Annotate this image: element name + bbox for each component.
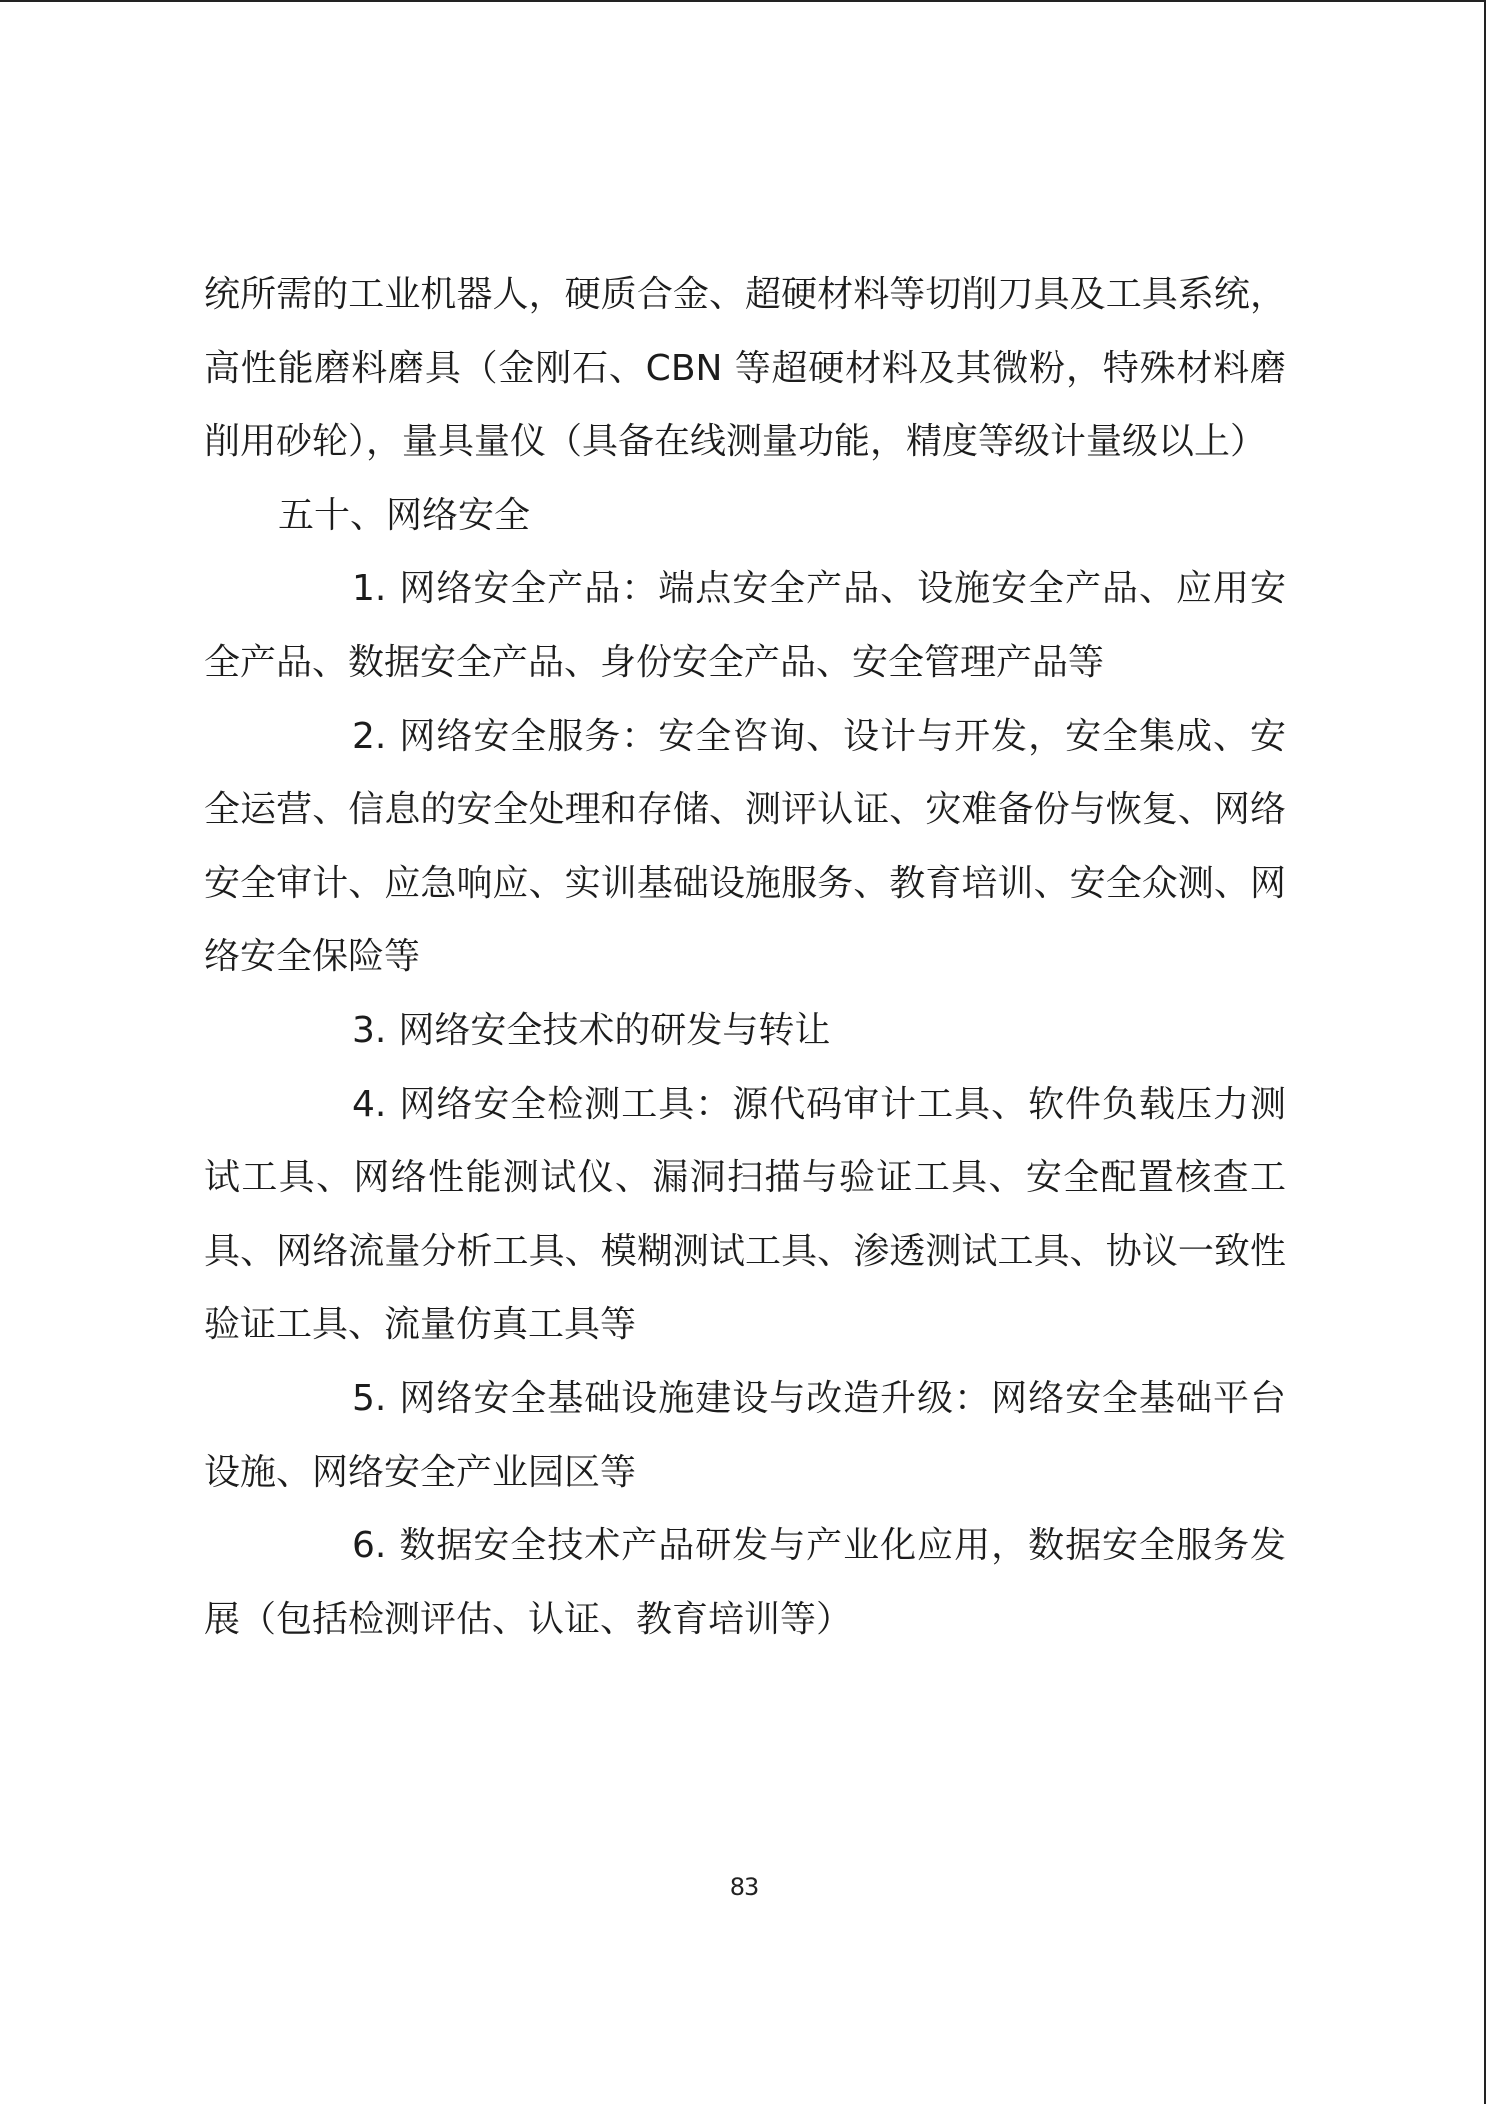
list-item bbox=[204, 1509, 1286, 1656]
section-heading-text: 五十、网络安全 bbox=[278, 494, 531, 536]
list-item bbox=[204, 700, 1286, 994]
list-item-text: 数据安全技术产品研发与产业化应用，数据安全服务发展（包括检测评估、认证、教育培训等） bbox=[204, 1525, 1286, 1640]
paragraph-text: 统所需的工业机器人，硬质合金、超硬材料等切削刀具及工具系统，高性能磨料磨具（金刚石、CBN 等超硬材料及其微粉，特殊材料磨削用砂轮），量具量仪（具备在线测量功能，精度等级计量级以上） bbox=[204, 274, 1286, 463]
list-item-text: 网络安全产品：端点安全产品、设施安全产品、应用安全产品、数据安全产品、身份安全产品、安全管理产品等 bbox=[204, 568, 1286, 683]
list-item-number: 3. bbox=[352, 1009, 387, 1051]
list-item-text: 网络安全服务：安全咨询、设计与开发，安全集成、安全运营、信息的安全处理和存储、测评认证、灾难备份与恢复、网络安全审计、应急响应、实训基础设施服务、教育培训、安全众测、网络安全保险等 bbox=[204, 715, 1286, 978]
list-item bbox=[204, 994, 1286, 1068]
list-item-number: 5. bbox=[352, 1377, 387, 1419]
document-body bbox=[204, 258, 1286, 1656]
page-number: 83 bbox=[729, 1873, 759, 1901]
list-item-text: 网络安全技术的研发与转让 bbox=[398, 1009, 831, 1051]
section-heading bbox=[204, 479, 1286, 553]
list-item-number: 6. bbox=[352, 1525, 387, 1567]
list-item-number: 1. bbox=[352, 568, 387, 610]
list-item-text: 网络安全检测工具：源代码审计工具、软件负载压力测试工具、网络性能测试仪、漏洞扫描与验证工具、安全配置核查工具、网络流量分析工具、模糊测试工具、渗透测试工具、协议一致性验证工具、流量仿真工具等 bbox=[204, 1083, 1286, 1346]
list-item-number: 2. bbox=[352, 715, 387, 757]
list-item bbox=[204, 1068, 1286, 1362]
list-item-number: 4. bbox=[352, 1083, 387, 1125]
list-item-text: 网络安全基础设施建设与改造升级：网络安全基础平台设施、网络安全产业园区等 bbox=[204, 1377, 1286, 1493]
list-item bbox=[204, 552, 1286, 699]
paragraph-continuation bbox=[204, 258, 1286, 479]
list-item bbox=[204, 1362, 1286, 1509]
